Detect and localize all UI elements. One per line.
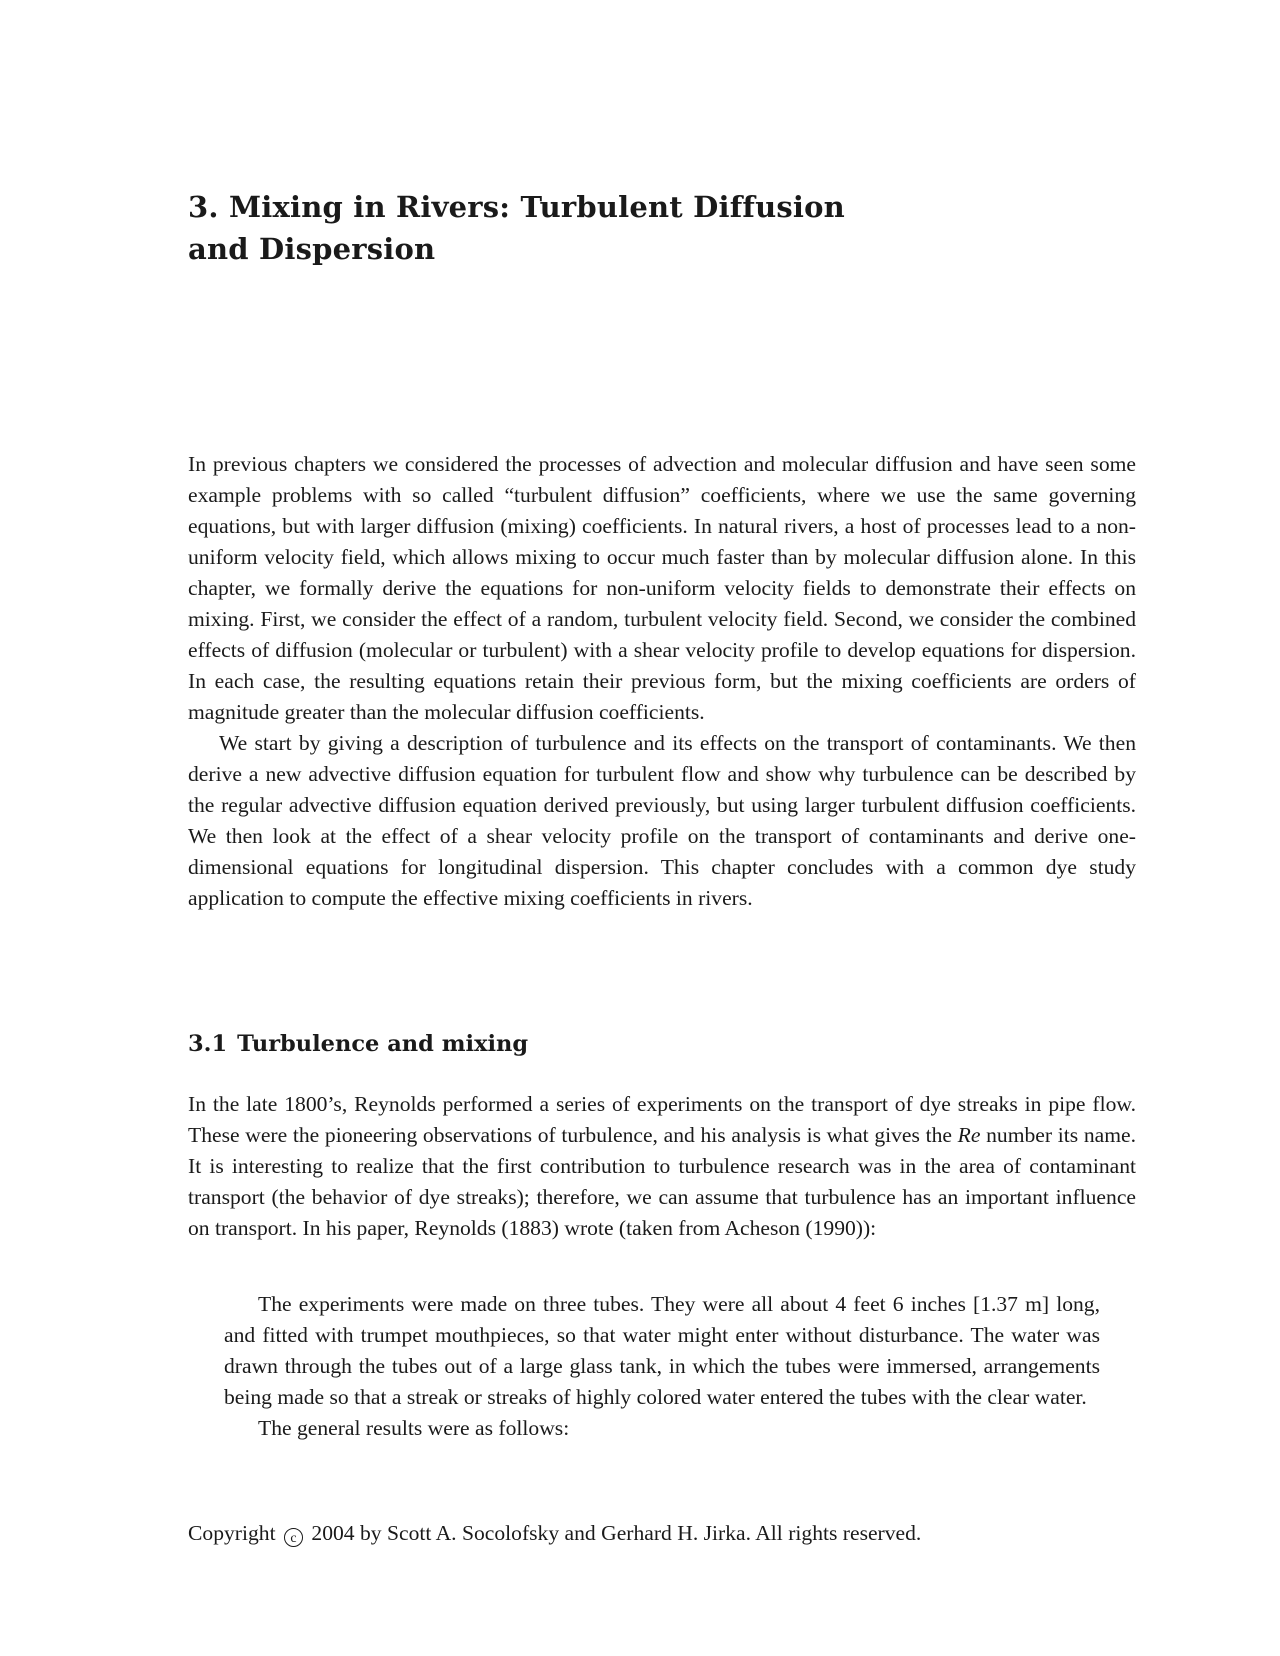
section-3-1-body [188, 1089, 1136, 1244]
introduction [188, 449, 1136, 914]
reynolds-number-symbol: Re [957, 1123, 981, 1147]
section-3-1-paragraph [188, 1089, 1136, 1244]
section-number: 3.1 [188, 1031, 228, 1057]
chapter-title-line-1: 3. Mixing in Rivers: Turbulent Diffusion [188, 190, 845, 224]
section-title: Turbulence and mixing [237, 1031, 529, 1057]
section-heading-3-1 [188, 1029, 528, 1059]
copyright-notice [188, 1518, 921, 1548]
reynolds-quote [224, 1289, 1100, 1444]
copyright-word: Copyright [188, 1521, 276, 1545]
paragraph-text-start: In the late 1800’s, Reynolds performed a series of experiments on the transport of dye streaks in pipe flow. These were the pioneering observations of turbulence, and his analysis is what gives the [188, 1092, 1136, 1147]
paragraph-text-end: number its name. It is interesting to realize that the first contribution to turbulence research was in the area of contaminant transport (the behavior of dye streaks); therefore, we can assume that turbulence has an important influence on transport. In his paper, Reynolds (1883) wrote (taken from Acheson (1990)): [188, 1123, 1137, 1240]
intro-paragraph-1: In previous chapters we considered the processes of advection and molecular diffusion and have seen some example problems with so called “turbulent diffusion” coefficients, where we use the same governing equations, but with larger diffusion (mixing) coefficients. In natural rivers, a host of processes lead to a non-uniform velocity field, which allows mixing to occur much faster than by molecular diffusion alone. In this chapter, we formally derive the equations for non-uniform velocity fields to demonstrate their effects on mixing. First, we consider the effect of a random, turbulent velocity field. Second, we consider the combined effects of diffusion (molecular or turbulent) with a shear velocity profile to develop equations for dispersion. In each case, the resulting equations retain their previous form, but the mixing coefficients are orders of magnitude greater than the molecular diffusion coefficients. [188, 452, 1136, 724]
copyright-text: 2004 by Scott A. Socolofsky and Gerhard H. Jirka. All rights reserved. [311, 1521, 922, 1545]
quote-paragraph-1: The experiments were made on three tubes. They were all about 4 feet 6 inches [1.37 m] long, and fitted with trumpet mouthpieces, so that water might enter without disturbance. The water was drawn through the tubes out of a large glass tank, in which the tubes were immersed, arrangements being made so that a streak or streaks of highly colored water entered the tubes with the clear water. [224, 1292, 1100, 1409]
chapter-title [188, 186, 888, 270]
quote-paragraph-2: The general results were as follows: [258, 1416, 570, 1440]
copyright-icon: c [284, 1528, 303, 1547]
document-page [188, 0, 1136, 1656]
chapter-title-line-2: and Dispersion [188, 232, 436, 266]
intro-paragraph-2: We start by giving a description of turbulence and its effects on the transport of contaminants. We then derive a new advective diffusion equation for turbulent flow and show why turbulence can be described by the regular advective diffusion equation derived previously, but using larger turbulent diffusion coefficients. We then look at the effect of a shear velocity profile on the transport of contaminants and derive one-dimensional equations for longitudinal dispersion. This chapter concludes with a common dye study application to compute the effective mixing coefficients in rivers. [188, 731, 1136, 910]
